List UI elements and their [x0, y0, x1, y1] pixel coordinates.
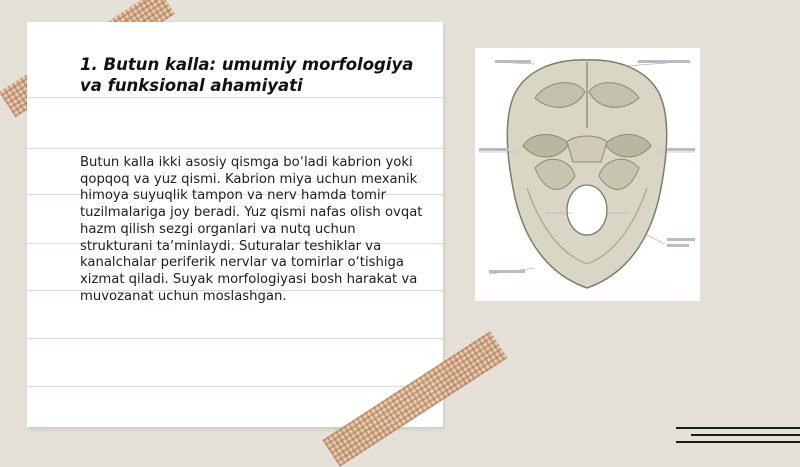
slide-body-text: Butun kalla ikki asosiy qismga bo‘ladi kabrion yoki qopqoq va yuz qismi. Kabrion miya uchun mexanik himoya suyuqlik tampon va nerv hamda tomir tuzilmalariga joy beradi. Yuz qismi nafas olish ovqat hazm qilish sezgi organlari va nutq uchun strukturani ta’minlaydi. Suturalar teshiklar va kanalchalar periferik nervlar va tomirlar o‘tishiga xizmat qiladi. Suyak morfologiyasi bosh harakat va muvozanat uchun moslashgan.	[80, 155, 423, 304]
slide-title: 1. Butun kalla: umumiy morfologiya va funksional ahamiyati	[80, 55, 414, 95]
foramen-magnum	[567, 185, 607, 235]
ruled-line	[27, 148, 443, 149]
skull-base-image	[475, 48, 700, 301]
ruled-line	[27, 97, 443, 98]
skull-base-illustration	[475, 48, 700, 301]
decor-line	[676, 427, 800, 429]
decor-line	[676, 441, 800, 443]
ruled-line	[27, 338, 443, 339]
decor-line	[691, 434, 800, 436]
ruled-line	[27, 386, 443, 387]
lined-note-card	[27, 22, 443, 427]
